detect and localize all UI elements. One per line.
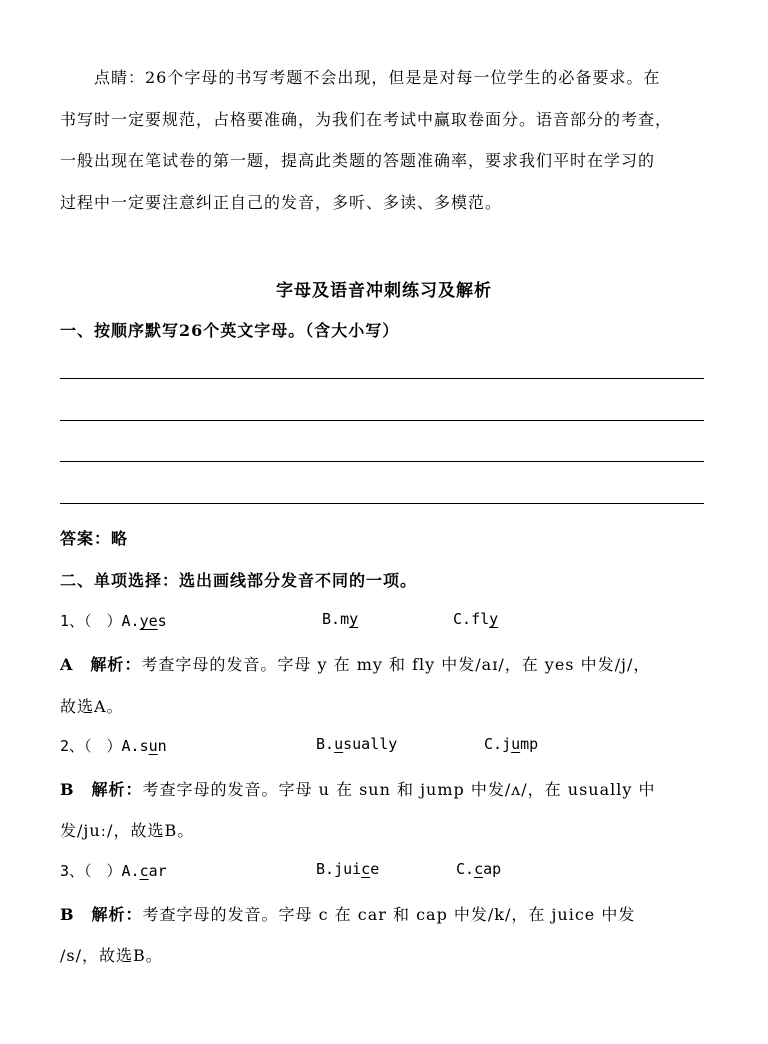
underlined-part: c — [139, 862, 149, 880]
intro-line-3: 一般出现在笔试卷的第一题，提高此类题的答题准确率，要求我们平时在学习的 — [60, 151, 656, 170]
underlined-part: c — [361, 860, 371, 878]
question-2: 2、（ ）A.sun — [60, 737, 167, 755]
explanation-1-line-1: A 解析：考查字母的发音。字母 y 在 my 和 fly 中发/aɪ/，在 yes 中发/j/， — [60, 655, 651, 674]
explanation-1-line-2: 故选A。 — [60, 697, 124, 716]
underlined-part: c — [474, 860, 484, 878]
underlined-part: ye — [139, 612, 158, 630]
answer-label: A 解析： — [60, 655, 142, 674]
question-number: 2、（ ）A. — [60, 737, 140, 755]
part1-answer: 答案：略 — [60, 529, 129, 548]
underlined-part: u — [511, 735, 521, 753]
underlined-part: y — [489, 610, 499, 628]
question-3: 3、（ ）A.car — [60, 862, 167, 880]
explanation-2-line-2: 发/juː/，故选B。 — [60, 821, 195, 840]
intro-line-4: 过程中一定要注意纠正自己的发音，多听、多读、多模范。 — [60, 193, 503, 212]
writing-line-3 — [60, 461, 704, 462]
writing-line-1 — [60, 378, 704, 379]
underlined-part: y — [349, 610, 359, 628]
option-b: B.juice — [316, 860, 380, 878]
intro-line-1: 点睛：26个字母的书写考题不会出现，但是是对每一位学生的必备要求。在 — [94, 68, 661, 87]
question-number: 3、（ ）A. — [60, 862, 140, 880]
explanation-3-line-2: /s/，故选B。 — [60, 946, 163, 965]
part2-heading: 二、单项选择：选出画线部分发音不同的一项。 — [60, 571, 418, 590]
explanation-3-line-1: B 解析：考查字母的发音。字母 c 在 car 和 cap 中发/k/，在 juice 中发 — [60, 905, 636, 924]
option-c: C.fly — [453, 610, 499, 628]
part1-heading: 一、按顺序默写26个英文字母。（含大小写） — [60, 321, 400, 340]
intro-line-2: 书写时一定要规范，占格要准确，为我们在考试中赢取卷面分。语音部分的考查， — [60, 110, 673, 129]
option-c: C.cap — [456, 860, 502, 878]
option-b: B.my — [322, 610, 359, 628]
question-1: 1、（ ）A.yes — [60, 612, 167, 630]
answer-label: B 解析： — [60, 905, 143, 924]
explanation-2-line-1: B 解析：考查字母的发音。字母 u 在 sun 和 jump 中发/ʌ/，在 usually 中 — [60, 780, 656, 799]
underlined-part: u — [148, 737, 158, 755]
question-number: 1、（ ）A. — [60, 612, 140, 630]
section-title: 字母及语音冲刺练习及解析 — [276, 281, 492, 301]
writing-line-2 — [60, 420, 704, 421]
option-c: C.jump — [484, 735, 539, 753]
answer-label: B 解析： — [60, 780, 143, 799]
underlined-part: u — [334, 735, 344, 753]
writing-line-4 — [60, 503, 704, 504]
option-b: B.usually — [316, 735, 398, 753]
